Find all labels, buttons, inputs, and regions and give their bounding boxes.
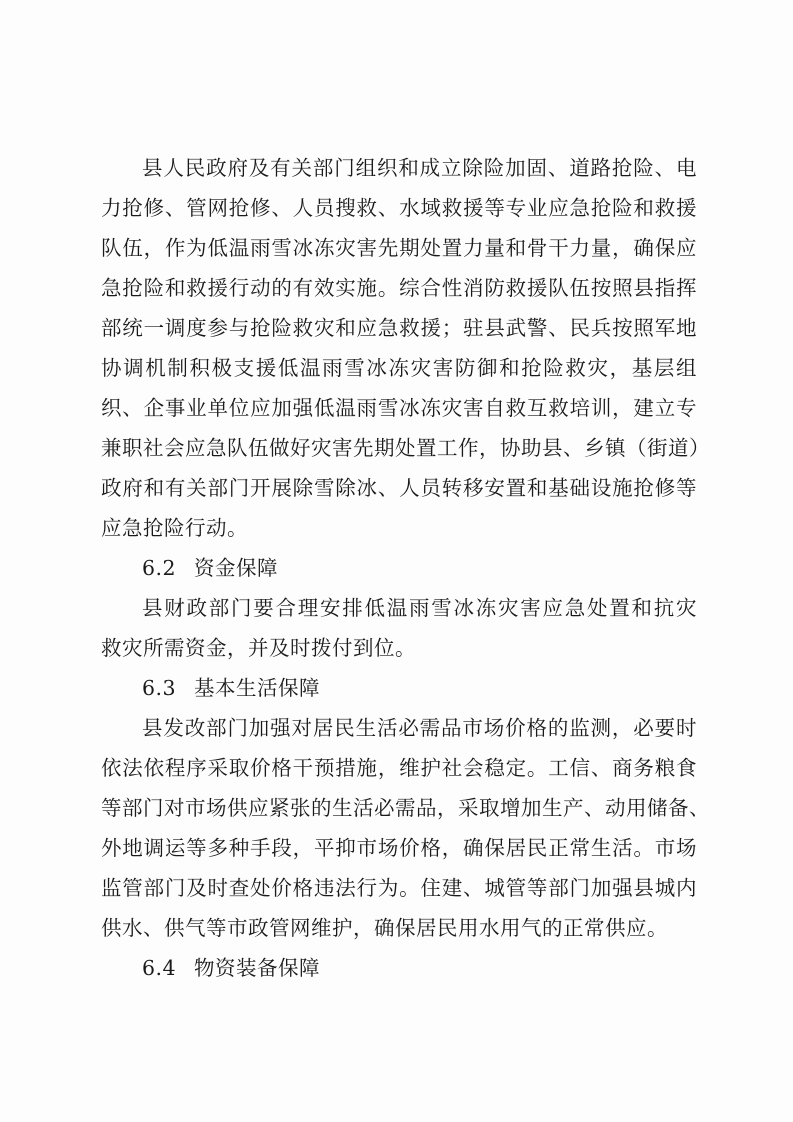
paragraph-line: 部统一调度参与抢险救灾和应急救援；驻县武警、民兵按照军地: [101, 316, 697, 340]
section-number: 6.3: [142, 676, 177, 700]
paragraph-line: 应急抢险行动。: [101, 516, 248, 540]
paragraph-line: 兼职社会应急队伍做好灾害先期处置工作，协助县、乡镇（街道）: [101, 436, 710, 460]
section-title: 物资装备保障: [194, 956, 320, 980]
section-title: 基本生活保障: [194, 676, 320, 700]
paragraph-line: 县人民政府及有关部门组织和成立除险加固、道路抢险、电: [142, 156, 697, 180]
paragraph-line: 织、企事业单位应加强低温雨雪冰冻灾害自救互救培训，建立专: [101, 396, 697, 420]
paragraph-line: 外地调运等多种手段，平抑市场价格，确保居民正常生活。市场: [101, 836, 697, 860]
paragraph-line: 协调机制积极支援低温雨雪冰冻灾害防御和抢险救灾，基层组: [101, 356, 697, 380]
paragraph-line: 队伍，作为低温雨雪冰冻灾害先期处置力量和骨干力量，确保应: [101, 236, 697, 260]
section-number: 6.2: [142, 556, 177, 580]
paragraph-line: 县财政部门要合理安排低温雨雪冰冻灾害应急处置和抗灾: [142, 596, 697, 620]
paragraph-line: 政府和有关部门开展除雪除冰、人员转移安置和基础设施抢修等: [101, 476, 697, 500]
section-heading-6-4: [101, 948, 697, 988]
paragraph-line: 供水、供气等市政管网维护，确保居民用水用气的正常供应。: [101, 916, 668, 940]
paragraph-line: 力抢修、管网抢修、人员搜救、水域救援等专业应急抢险和救援: [101, 196, 697, 220]
paragraph-line: 救灾所需资金，并及时拨付到位。: [101, 636, 416, 660]
paragraph-line: 依法依程序采取价格干预措施，维护社会稳定。工信、商务粮食: [101, 756, 697, 780]
paragraph-line: 等部门对市场供应紧张的生活必需品，采取增加生产、动用储备、: [101, 796, 710, 820]
section-title: 资金保障: [194, 556, 278, 580]
paragraph-line: 急抢险和救援行动的有效实施。综合性消防救援队伍按照县指挥: [101, 276, 697, 300]
paragraph-line: 监管部门及时查处价格违法行为。住建、城管等部门加强县城内: [101, 876, 697, 900]
section-heading-6-2: [101, 548, 697, 588]
document-body: [101, 148, 710, 988]
section-heading-6-3: [101, 668, 697, 708]
paragraph-line: 县发改部门加强对居民生活必需品市场价格的监测，必要时: [142, 716, 697, 740]
section-number: 6.4: [142, 956, 177, 980]
